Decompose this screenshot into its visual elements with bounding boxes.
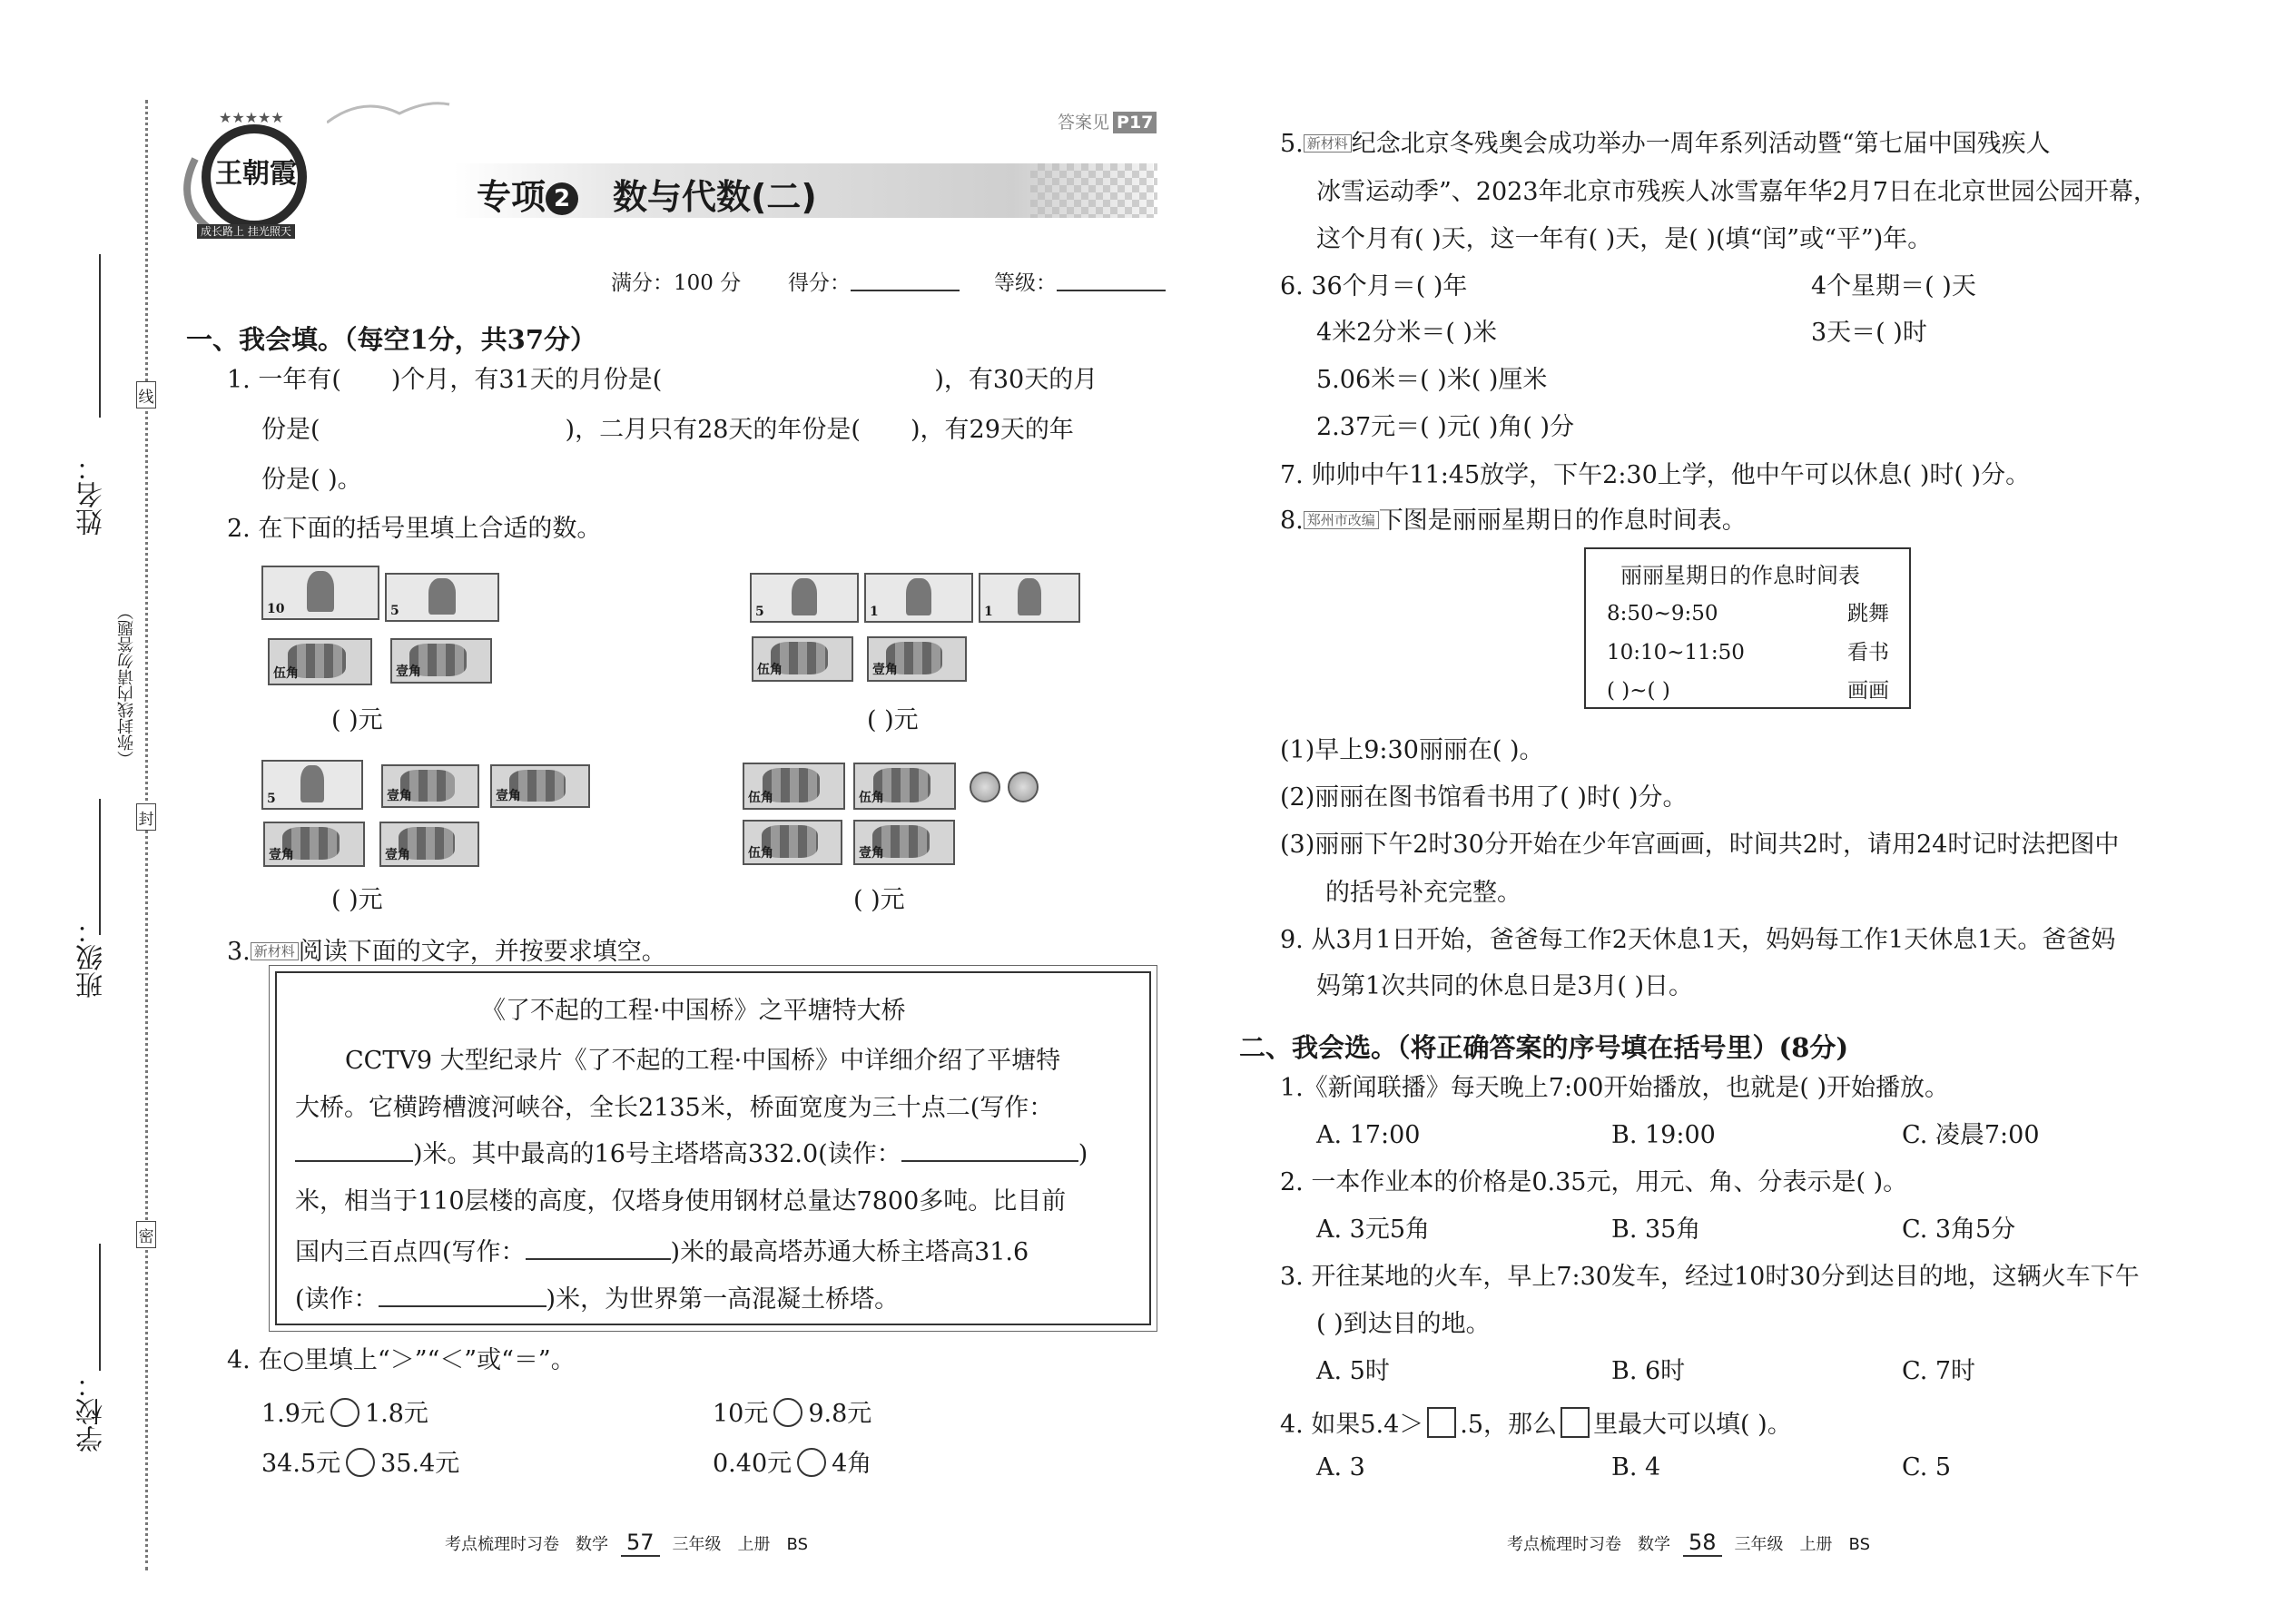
answer-yuan[interactable]: ( )元 bbox=[853, 886, 905, 914]
mc-question: 4. 如果5.4＞ .5，那么 里最大可以填( )。 bbox=[1280, 1407, 1792, 1438]
blank-box[interactable] bbox=[1561, 1407, 1590, 1438]
q8-3: 的括号补充完整。 bbox=[1325, 879, 1521, 907]
mc-option[interactable]: B. 19:00 bbox=[1611, 1121, 1716, 1149]
q5-line: 这个月有( )天，这一年有( )天，是( )(填“闰”或“平”)年。 bbox=[1316, 225, 1933, 253]
banknote bbox=[385, 573, 499, 622]
banknote bbox=[743, 763, 845, 810]
logo-slogan: 成长路上 挂光照天 bbox=[197, 224, 295, 239]
grade-field[interactable]: 等级： bbox=[994, 266, 1166, 296]
school-line[interactable] bbox=[99, 1244, 101, 1371]
table-title: 丽丽星期日的作息时间表 bbox=[1620, 563, 1860, 588]
q8-prompt: 8. 郑州市改编 下图是丽丽星期日的作息时间表。 bbox=[1280, 507, 1747, 535]
q5-line: 5. 新材料 纪念北京冬残奥会成功举办一周年系列活动暨“第七届中国残疾人 bbox=[1280, 130, 2051, 158]
q6-item: 2.37元＝( )元( )角( )分 bbox=[1316, 413, 1575, 441]
passage-line: 米，相当于110层楼的高度，仅塔身使用钢材总量达7800多吨。比目前 bbox=[295, 1187, 1067, 1216]
title-pattern bbox=[1030, 163, 1157, 218]
mc-question: 1.《新闻联播》每天晚上7:00开始播放，也就是( )开始播放。 bbox=[1280, 1074, 1950, 1102]
page-footer-right: 考点梳理时习卷 数学 58 三年级 上册 BS bbox=[1507, 1530, 1871, 1555]
blank-box[interactable] bbox=[1427, 1407, 1456, 1438]
passage-line: 大桥。它横跨槽渡河峡谷，全长2135米，桥面宽度为三十点二(写作： bbox=[295, 1094, 1054, 1122]
svg-text:★★★★★: ★★★★★ bbox=[219, 109, 284, 126]
mc-option[interactable]: C. 7时 bbox=[1902, 1357, 1976, 1385]
banknote bbox=[263, 822, 365, 867]
mc-option[interactable]: B. 4 bbox=[1611, 1453, 1661, 1481]
banknote bbox=[752, 636, 853, 682]
banknote bbox=[864, 573, 973, 623]
banknote bbox=[743, 820, 842, 865]
binding-notice: （弥封线内请勿答题） bbox=[117, 604, 136, 767]
table-activity: 看书 bbox=[1847, 641, 1889, 664]
class-line[interactable] bbox=[99, 799, 101, 935]
mc-option[interactable]: A. 17:00 bbox=[1316, 1121, 1421, 1149]
banknote bbox=[750, 573, 859, 623]
banknote bbox=[268, 638, 372, 685]
page-title: 专项 2 数与代数(二) bbox=[477, 177, 817, 217]
mc-option[interactable]: A. 3 bbox=[1316, 1453, 1365, 1481]
mc-question: 3. 开往某地的火车，早上7:30发车，经过10时30分到达目的地，这辆火车下午 bbox=[1280, 1263, 2140, 1291]
passage-title: 《了不起的工程·中国桥》之平塘特大桥 bbox=[481, 997, 906, 1025]
q8-3: (3)丽丽下午2时30分开始在少年宫画画，时间共2时，请用24时记时法把图中 bbox=[1280, 831, 2120, 859]
table-time: 10:10~11:50 bbox=[1607, 641, 1745, 664]
compare-circle[interactable] bbox=[330, 1398, 359, 1427]
q7: 7. 帅帅中午11:45放学，下午2:30上学，他中午可以休息( )时( )分。 bbox=[1280, 461, 2031, 489]
q1-line3: 份是( )。 bbox=[261, 466, 362, 494]
q3-prompt: 3. 新材料 阅读下面的文字，并按要求填空。 bbox=[227, 938, 666, 966]
mc-question: 2. 一本作业本的价格是0.35元，用元、角、分表示是( )。 bbox=[1280, 1168, 1908, 1196]
banknote bbox=[379, 822, 479, 867]
q4-prompt: 4. 在○里填上“＞”“＜”或“＝”。 bbox=[227, 1346, 576, 1374]
mc-option[interactable]: C. 5 bbox=[1902, 1453, 1952, 1481]
passage-line: (读作： )米，为世界第一高混凝土桥塔。 bbox=[295, 1285, 900, 1314]
name-line[interactable] bbox=[99, 254, 101, 418]
q6-item: 5.06米＝( )米( )厘米 bbox=[1316, 366, 1548, 394]
section-title: 二、我会选。（将正确答案的序号填在括号里）(8分) bbox=[1239, 1032, 1849, 1063]
coin-icon bbox=[1008, 772, 1039, 802]
q9: 9. 从3月1日开始，爸爸每工作2天休息1天，妈妈每工作1天休息1天。爸爸妈 bbox=[1280, 926, 2116, 954]
answer-reference: 答案见 P17 bbox=[1058, 109, 1157, 133]
passage-line: )米。其中最高的16号主塔塔高332.0(读作： ) bbox=[295, 1142, 1088, 1166]
table-activity: 画画 bbox=[1847, 679, 1889, 703]
school-label: 学校： bbox=[76, 1371, 108, 1452]
section-title: 一、我会填。（每空1分，共37分） bbox=[186, 324, 597, 355]
compare-item: 1.9元 1.8元 bbox=[261, 1400, 428, 1428]
banknote bbox=[853, 763, 956, 810]
seal-mark: 密 bbox=[136, 1221, 156, 1248]
banknote bbox=[381, 764, 479, 808]
mc-option[interactable]: B. 35角 bbox=[1611, 1216, 1701, 1244]
name-label: 姓名： bbox=[76, 454, 108, 536]
mc-option[interactable]: C. 凌晨7:00 bbox=[1902, 1121, 2040, 1149]
compare-item: 34.5元 35.4元 bbox=[261, 1450, 460, 1478]
seal-mark: 线 bbox=[136, 381, 156, 408]
q6-item: 4个星期＝( )天 bbox=[1811, 272, 1976, 300]
mc-question: ( )到达目的地。 bbox=[1316, 1310, 1491, 1338]
mc-option[interactable]: B. 6时 bbox=[1611, 1357, 1686, 1385]
q9: 妈第1次共同的休息日是3月( )日。 bbox=[1316, 972, 1694, 1000]
q6-item: 3天＝( )时 bbox=[1811, 319, 1927, 347]
page-footer-left: 考点梳理时习卷 数学 57 三年级 上册 BS bbox=[445, 1530, 809, 1555]
seal-mark: 封 bbox=[136, 803, 156, 831]
table-time-blank[interactable]: ( )~( ) bbox=[1607, 679, 1670, 703]
banknote bbox=[390, 638, 492, 684]
ribbon-icon bbox=[327, 95, 454, 132]
class-label: 班级： bbox=[76, 917, 108, 999]
brand-logo bbox=[177, 104, 313, 241]
mc-option[interactable]: A. 3元5角 bbox=[1316, 1216, 1431, 1244]
answer-yuan[interactable]: ( )元 bbox=[331, 886, 383, 914]
answer-yuan[interactable]: ( )元 bbox=[867, 706, 919, 734]
banknote bbox=[261, 566, 379, 620]
mc-option[interactable]: A. 5时 bbox=[1316, 1357, 1390, 1385]
q6-item: 4米2分米＝( )米 bbox=[1316, 319, 1498, 347]
answer-yuan[interactable]: ( )元 bbox=[331, 706, 383, 734]
q2-prompt: 2. 在下面的括号里填上合适的数。 bbox=[227, 515, 602, 543]
compare-circle[interactable] bbox=[346, 1448, 375, 1477]
q8-2: (2)丽丽在图书馆看书用了( )时( )分。 bbox=[1280, 783, 1688, 812]
q1-line2: 份是( )，二月只有28天的年份是( )，有29天的年 bbox=[261, 416, 1074, 444]
table-activity: 跳舞 bbox=[1847, 602, 1889, 625]
binding-line bbox=[145, 100, 148, 1570]
logo-text: 王朝霞 bbox=[215, 158, 297, 190]
passage-line: 国内三百点四(写作： )米的最高塔苏通大桥主塔高31.6 bbox=[295, 1238, 1029, 1266]
full-marks: 满分：100 分 bbox=[611, 271, 742, 295]
banknote bbox=[853, 820, 955, 865]
compare-item: 0.40元 4角 bbox=[713, 1450, 872, 1478]
mc-option[interactable]: C. 3角5分 bbox=[1902, 1216, 2016, 1244]
table-time: 8:50~9:50 bbox=[1607, 602, 1718, 625]
banknote bbox=[490, 764, 590, 808]
compare-circle[interactable] bbox=[797, 1448, 826, 1477]
banknote bbox=[979, 573, 1080, 623]
score-field[interactable]: 得分： bbox=[788, 266, 960, 296]
compare-circle[interactable] bbox=[773, 1398, 802, 1427]
banknote bbox=[867, 636, 967, 682]
q6-item: 6. 36个月＝( )年 bbox=[1280, 272, 1468, 300]
q5-line: 冰雪运动季”、2023年北京市残疾人冰雪嘉年华2月7日在北京世园公园开幕， bbox=[1316, 178, 2158, 206]
coin-icon bbox=[970, 772, 1000, 802]
compare-item: 10元 9.8元 bbox=[713, 1400, 872, 1428]
banknote bbox=[261, 760, 363, 810]
q1-line1: 1. 一年有( )个月，有31天的月份是( )，有30天的月 bbox=[227, 366, 1098, 394]
passage-line: CCTV9 大型纪录片《了不起的工程·中国桥》中详细介绍了平塘特 bbox=[345, 1047, 1061, 1075]
q8-1: (1)早上9:30丽丽在( )。 bbox=[1280, 736, 1544, 764]
